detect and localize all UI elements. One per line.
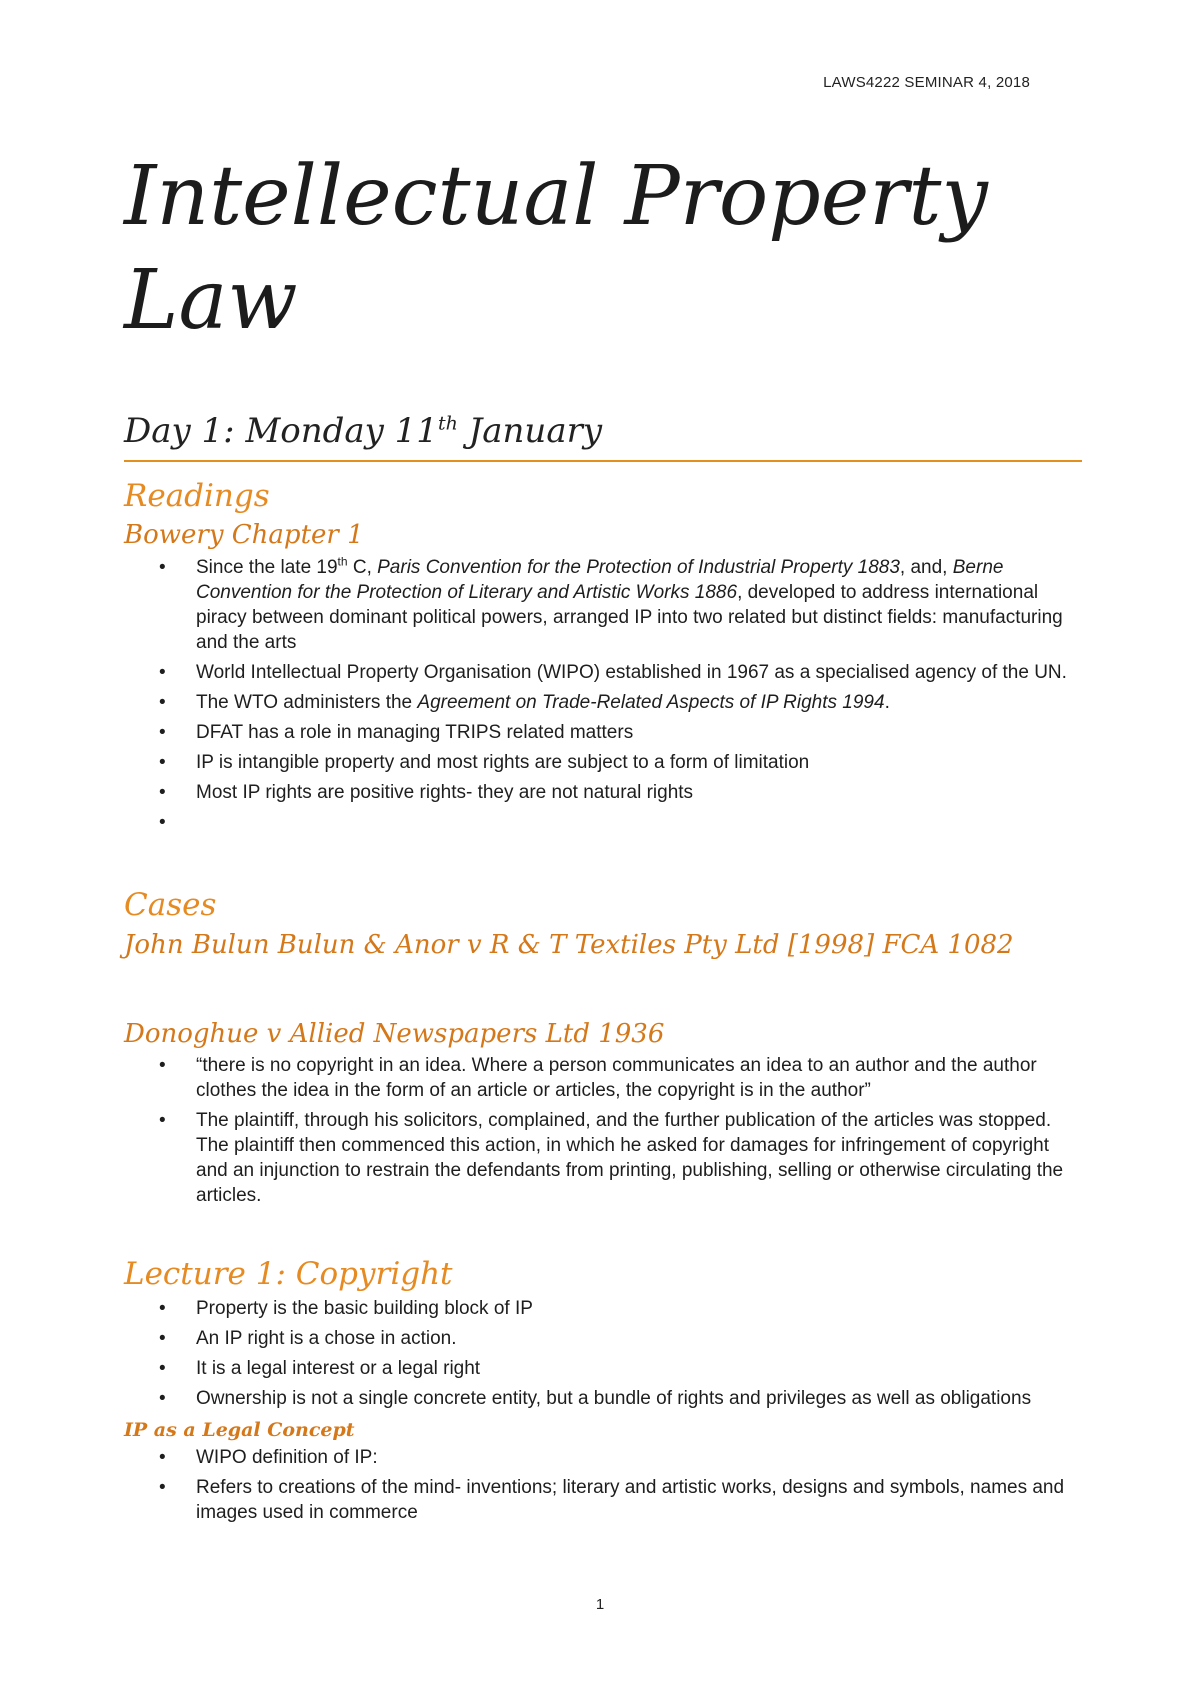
title-line-1: Intellectual Property <box>124 149 988 244</box>
list-item: • Refers to creations of the mind- inventions; literary and artistic works, designs and symbols, names and images used in commerce <box>159 1477 1065 1523</box>
readings-section <box>124 476 1084 835</box>
list-item: • “there is no copyright in an idea. Where a person communicates an idea to an author and the author clothes the idea in the form of an article or articles, the copyright is in the author” <box>159 1055 1037 1101</box>
bullet-icon: • <box>159 812 166 833</box>
readings-heading: Readings <box>124 478 270 514</box>
case-list <box>124 1053 1084 1208</box>
case-title: Donoghue v Allied Newspapers Ltd 1936 <box>124 1019 665 1049</box>
cases-section <box>124 885 1084 962</box>
list-item: • WIPO definition of IP: <box>159 1447 378 1468</box>
list-item: • Most IP rights are positive rights- they are not natural rights <box>159 782 694 803</box>
bullet-icon: • <box>159 662 166 683</box>
case-title: John Bulun Bulun & Anor v R & T Textiles Pty Ltd [1998] FCA 1082 <box>124 930 1014 960</box>
bullet-icon: • <box>159 692 166 713</box>
readings-list <box>124 555 1084 835</box>
list-item: • IP is intangible property and most rights are subject to a form of limitation <box>159 752 810 773</box>
lecture-list <box>124 1296 1084 1411</box>
cases-heading: Cases <box>124 887 217 923</box>
list-item: • DFAT has a role in managing TRIPS related matters <box>159 722 634 743</box>
bullet-icon: • <box>159 1110 166 1131</box>
page-header: LAWS4222 SEMINAR 4, 2018 <box>823 74 1030 91</box>
concept-list <box>124 1445 1084 1525</box>
bullet-icon: • <box>159 752 166 773</box>
lecture-section <box>124 1254 1084 1525</box>
list-item: • Since the late 19th C, Paris Convention for the Protection of Industrial Property 1883, and, Berne Convention for the Protection of Literary and Artistic Works 1886, developed to address international piracy between dominant political powers, arranged IP into two related but distinct fields: manufacturing and the arts <box>159 554 1063 653</box>
list-item: • The plaintiff, through his solicitors, complained, and the further publication of the articles was stopped. The plaintiff then commenced this action, in which he asked for damages for infringement of copyright and an injunction to restrain the defendants from printing, publishing, selling or otherwise circulating the articles. <box>159 1110 1064 1206</box>
bullet-icon: • <box>159 782 166 803</box>
title-line-2: Law <box>124 253 298 348</box>
heading-rule <box>124 460 1082 462</box>
subsection-heading: IP as a Legal Concept <box>124 1419 355 1441</box>
list-item: • Ownership is not a single concrete entity, but a bundle of rights and privileges as well as obligations <box>159 1388 1032 1409</box>
bowery-heading: Bowery Chapter 1 <box>124 520 364 550</box>
list-item: • An IP right is a chose in action. <box>159 1328 457 1349</box>
list-item: • World Intellectual Property Organisation (WIPO) established in 1967 as a specialised agency of the UN. <box>159 662 1067 683</box>
lecture-heading: Lecture 1: Copyright <box>124 1256 453 1292</box>
list-item <box>124 810 1084 835</box>
document-title <box>124 145 1084 353</box>
bullet-icon: • <box>159 1447 166 1468</box>
bullet-icon: • <box>159 722 166 743</box>
day-heading: Day 1: Monday 11th January <box>124 411 603 451</box>
bullet-icon: • <box>159 1358 166 1379</box>
list-item: • Property is the basic building block of IP <box>159 1298 533 1319</box>
list-item: • It is a legal interest or a legal right <box>159 1358 481 1379</box>
bullet-icon: • <box>159 557 166 578</box>
bullet-icon: • <box>159 1388 166 1409</box>
bullet-icon: • <box>159 1298 166 1319</box>
bullet-icon: • <box>159 1477 166 1498</box>
list-item: • The WTO administers the Agreement on Trade-Related Aspects of IP Rights 1994. <box>159 692 890 713</box>
donoghue-section <box>124 1017 1084 1208</box>
bullet-icon: • <box>159 1055 166 1076</box>
page-number: 1 <box>595 1596 605 1613</box>
bullet-icon: • <box>159 1328 166 1349</box>
